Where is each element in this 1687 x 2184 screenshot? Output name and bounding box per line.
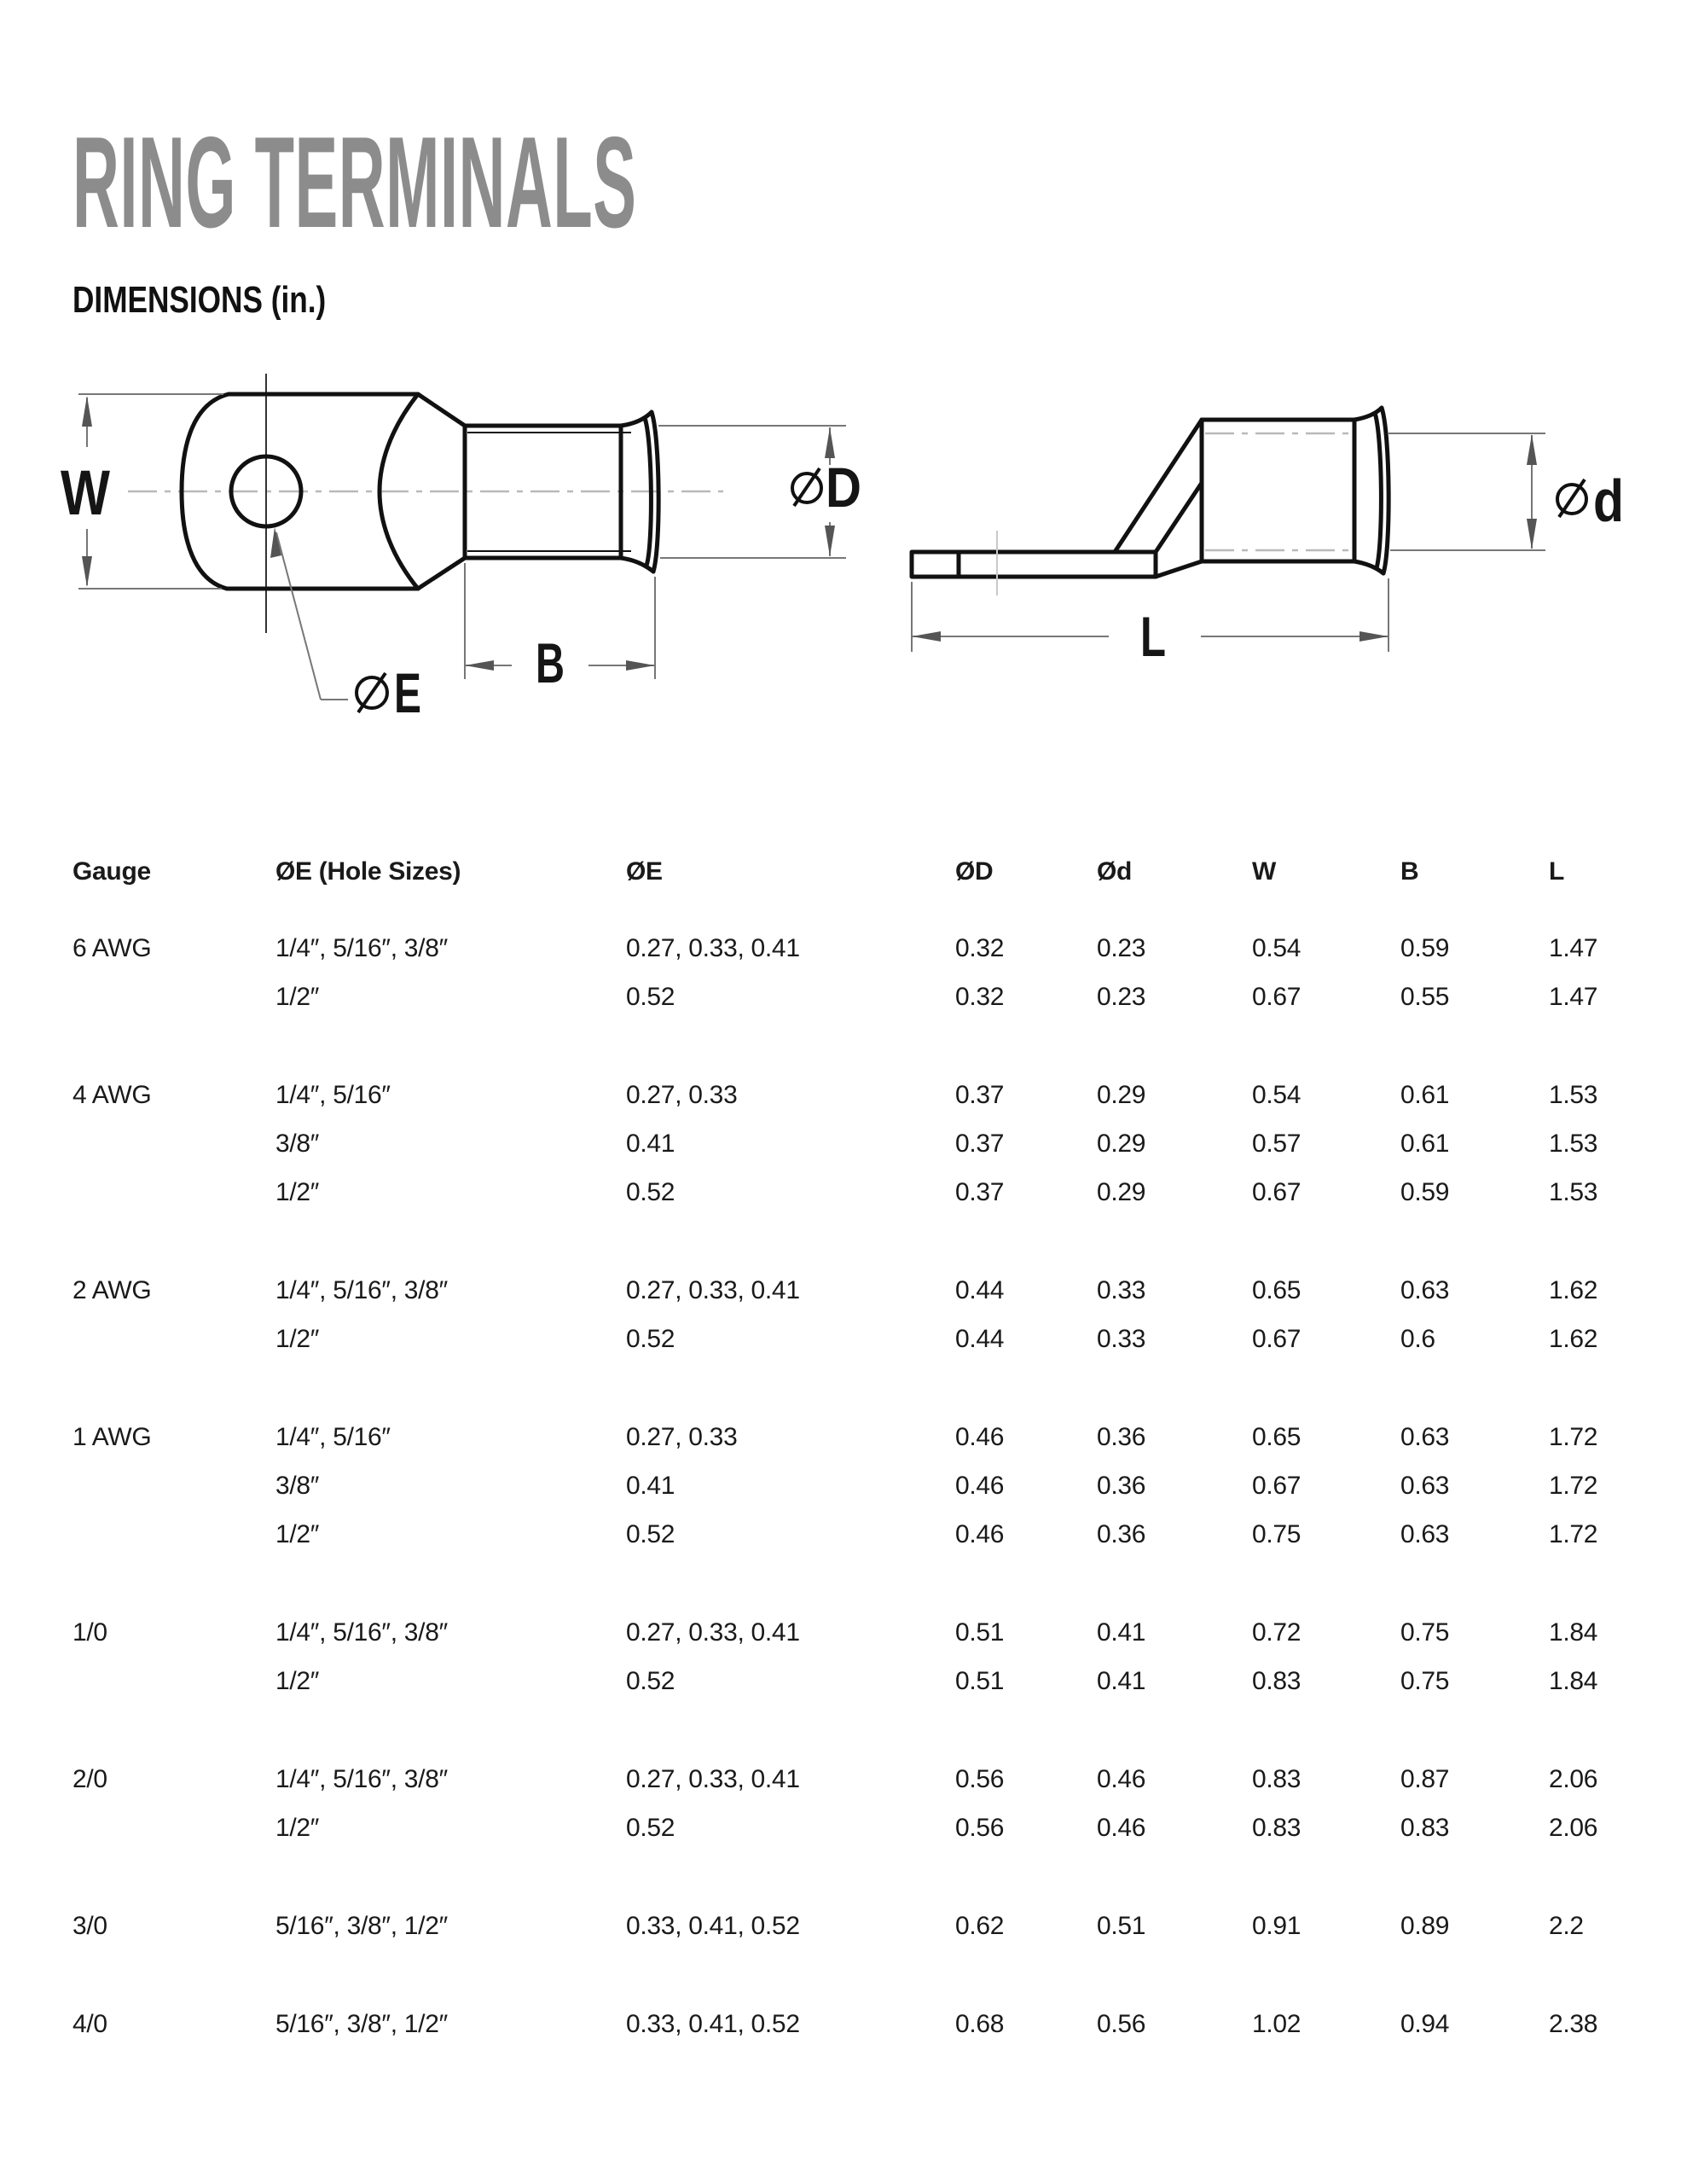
table-row [0,1276,1687,1325]
page-title: RING TERMINALS [72,110,637,255]
web-diagonal-outer [1115,420,1202,552]
cell-w: 0.54 [1252,1081,1301,1109]
col-header-od-lower: Ød [1097,857,1133,886]
taper-bottom [418,558,465,589]
cell-gauge: 4/0 [72,2010,107,2038]
cell-od-lower: 0.33 [1097,1325,1146,1353]
cell-od-lower: 0.36 [1097,1423,1146,1451]
col-header-w: W [1252,857,1277,886]
cell-od: 0.68 [955,2010,1005,2038]
cell-l: 1.62 [1549,1325,1598,1353]
table-row [0,1472,1687,1520]
cell-od-lower: 0.29 [1097,1081,1146,1109]
cell-od: 0.32 [955,983,1005,1011]
cell-l: 1.72 [1549,1520,1598,1548]
cell-l: 2.06 [1549,1765,1598,1793]
cell-w: 0.67 [1252,1325,1301,1353]
col-header-oe: ØE [626,857,663,886]
dimension-diagrams [0,324,1687,768]
d-label: d [1593,468,1624,534]
cell-b: 0.94 [1400,2010,1450,2038]
cell-l: 2.2 [1549,1912,1584,1940]
cell-l: 1.53 [1549,1130,1598,1158]
cell-od: 0.51 [955,1667,1005,1695]
cell-l: 1.84 [1549,1618,1598,1647]
cell-od: 0.56 [955,1814,1005,1842]
cell-w: 0.83 [1252,1814,1301,1842]
flare-inner-face-side [1375,413,1381,568]
cell-oe: 0.27, 0.33, 0.41 [626,1618,800,1647]
table-row [0,1325,1687,1374]
cell-hole-sizes: 1/2″ [275,983,320,1011]
d-arrow-down [1527,519,1537,549]
cell-hole-sizes: 1/4″, 5/16″, 3/8″ [275,1765,448,1793]
taper-bottom-side [1156,561,1202,577]
cell-l: 1.72 [1549,1423,1598,1451]
w-arrow-up [82,396,92,427]
cell-hole-sizes: 1/4″, 5/16″, 3/8″ [275,1618,448,1647]
cell-oe: 0.52 [626,1178,675,1206]
cell-oe: 0.33, 0.41, 0.52 [626,1912,800,1940]
b-arrow-left [465,660,494,671]
cell-hole-sizes: 1/4″, 5/16″ [275,1423,391,1451]
cell-oe: 0.41 [626,1130,675,1158]
col-header-b: B [1400,857,1419,886]
od-arrow-down [825,526,835,556]
cell-hole-sizes: 1/4″, 5/16″, 3/8″ [275,1276,448,1304]
cell-oe: 0.41 [626,1472,675,1500]
cell-b: 0.89 [1400,1912,1450,1940]
cell-l: 1.84 [1549,1667,1598,1695]
col-header-od: ØD [955,857,994,886]
table-row [0,1520,1687,1569]
b-label: B [536,631,565,694]
cell-od: 0.46 [955,1423,1005,1451]
col-header-hole-sizes: ØE (Hole Sizes) [275,857,461,886]
cell-w: 0.75 [1252,1520,1301,1548]
tongue-outline [912,552,1156,577]
cell-od: 0.32 [955,934,1005,962]
table-row [0,983,1687,1031]
cell-od-lower: 0.46 [1097,1814,1146,1842]
cell-od-lower: 0.41 [1097,1618,1146,1647]
cell-w: 0.67 [1252,983,1301,1011]
l-arrow-left [912,631,941,642]
cell-w: 0.83 [1252,1765,1301,1793]
cell-hole-sizes: 1/2″ [275,1814,320,1842]
cell-od-lower: 0.41 [1097,1667,1146,1695]
w-arrow-down [82,556,92,587]
cell-hole-sizes: 3/8″ [275,1472,320,1500]
cell-b: 0.55 [1400,983,1450,1011]
table-row [0,1765,1687,1814]
table-row [0,1423,1687,1472]
table-row [0,1178,1687,1227]
cell-l: 1.53 [1549,1081,1598,1109]
cell-oe: 0.27, 0.33 [626,1081,738,1109]
cell-b: 0.63 [1400,1520,1450,1548]
cell-od: 0.37 [955,1130,1005,1158]
cell-gauge: 2/0 [72,1765,107,1793]
cell-b: 0.63 [1400,1276,1450,1304]
col-header-gauge: Gauge [72,857,151,886]
cell-od-lower: 0.36 [1097,1472,1146,1500]
cell-od-lower: 0.33 [1097,1276,1146,1304]
cell-hole-sizes: 1/2″ [275,1178,320,1206]
cell-hole-sizes: 1/2″ [275,1667,320,1695]
cell-gauge: 1 AWG [72,1423,152,1451]
w-label: W [61,457,111,528]
table-row [0,1618,1687,1667]
cell-hole-sizes: 1/2″ [275,1520,320,1548]
cell-b: 0.61 [1400,1081,1450,1109]
od-label: D [826,456,861,519]
cell-oe: 0.52 [626,1325,675,1353]
cell-b: 0.75 [1400,1667,1450,1695]
cell-od: 0.37 [955,1081,1005,1109]
cell-hole-sizes: 3/8″ [275,1130,320,1158]
cell-b: 0.87 [1400,1765,1450,1793]
cell-od-lower: 0.29 [1097,1130,1146,1158]
cell-hole-sizes: 1/2″ [275,1325,320,1353]
od-arrow-up [825,427,835,458]
cell-od: 0.46 [955,1472,1005,1500]
cell-gauge: 6 AWG [72,934,152,962]
cell-oe: 0.52 [626,1667,675,1695]
cell-oe: 0.27, 0.33 [626,1423,738,1451]
ring-terminal-top-view-diagram [61,374,861,724]
cell-w: 0.72 [1252,1618,1301,1647]
l-label: L [1140,605,1166,668]
section-heading-dimensions: DIMENSIONS (in.) [72,279,327,321]
l-arrow-right [1359,631,1388,642]
cell-b: 0.6 [1400,1325,1435,1353]
cell-od-lower: 0.46 [1097,1765,1146,1793]
cell-l: 2.06 [1549,1814,1598,1842]
cell-oe: 0.27, 0.33, 0.41 [626,1276,800,1304]
cell-gauge: 4 AWG [72,1081,152,1109]
cell-oe: 0.52 [626,1520,675,1548]
cell-w: 0.57 [1252,1130,1301,1158]
cell-od: 0.51 [955,1618,1005,1647]
cell-od: 0.62 [955,1912,1005,1940]
table-row [0,934,1687,983]
table-header-row [0,857,1687,892]
d-arrow-up [1527,434,1537,465]
col-header-l: L [1549,857,1565,886]
oe-leader-line [276,532,321,700]
oe-label: E [394,661,421,724]
cell-od: 0.44 [955,1276,1005,1304]
cell-l: 1.62 [1549,1276,1598,1304]
cell-oe: 0.27, 0.33, 0.41 [626,934,800,962]
cell-w: 0.83 [1252,1667,1301,1695]
cell-l: 1.47 [1549,983,1598,1011]
cell-w: 0.65 [1252,1276,1301,1304]
cell-b: 0.83 [1400,1814,1450,1842]
ring-terminal-side-view-diagram [912,408,1624,668]
cell-od-lower: 0.56 [1097,2010,1146,2038]
table-row [0,1814,1687,1862]
cell-b: 0.61 [1400,1130,1450,1158]
table-row [0,1667,1687,1716]
table-row [0,2010,1687,2059]
cell-od: 0.46 [955,1520,1005,1548]
cell-l: 2.38 [1549,2010,1598,2038]
web-diagonal-inner [1156,483,1202,552]
cell-oe: 0.27, 0.33, 0.41 [626,1765,800,1793]
table-row [0,1081,1687,1130]
cell-od-lower: 0.51 [1097,1912,1146,1940]
cell-oe: 0.52 [626,983,675,1011]
cell-hole-sizes: 1/4″, 5/16″, 3/8″ [275,934,448,962]
cell-hole-sizes: 5/16″, 3/8″, 1/2″ [275,2010,448,2038]
cell-w: 0.91 [1252,1912,1301,1940]
cell-w: 0.67 [1252,1178,1301,1206]
cell-l: 1.53 [1549,1178,1598,1206]
cell-oe: 0.33, 0.41, 0.52 [626,2010,800,2038]
cell-b: 0.75 [1400,1618,1450,1647]
cell-w: 0.65 [1252,1423,1301,1451]
b-arrow-right [626,660,655,671]
cell-oe: 0.52 [626,1814,675,1842]
cell-gauge: 2 AWG [72,1276,152,1304]
cell-b: 0.59 [1400,1178,1450,1206]
cell-gauge: 1/0 [72,1618,107,1647]
cell-b: 0.63 [1400,1423,1450,1451]
cell-b: 0.59 [1400,934,1450,962]
cell-hole-sizes: 5/16″, 3/8″, 1/2″ [275,1912,448,1940]
cell-w: 1.02 [1252,2010,1301,2038]
cell-l: 1.47 [1549,934,1598,962]
table-row [0,1912,1687,1960]
cell-w: 0.67 [1252,1472,1301,1500]
cell-w: 0.54 [1252,934,1301,962]
cell-od-lower: 0.29 [1097,1178,1146,1206]
cell-od-lower: 0.36 [1097,1520,1146,1548]
cell-od: 0.44 [955,1325,1005,1353]
cell-gauge: 3/0 [72,1912,107,1940]
cell-l: 1.72 [1549,1472,1598,1500]
cell-od: 0.37 [955,1178,1005,1206]
cell-od-lower: 0.23 [1097,934,1146,962]
taper-top [418,394,465,426]
cell-od: 0.56 [955,1765,1005,1793]
table-row [0,1130,1687,1178]
cell-od-lower: 0.23 [1097,983,1146,1011]
cell-hole-sizes: 1/4″, 5/16″ [275,1081,391,1109]
cell-b: 0.63 [1400,1472,1450,1500]
